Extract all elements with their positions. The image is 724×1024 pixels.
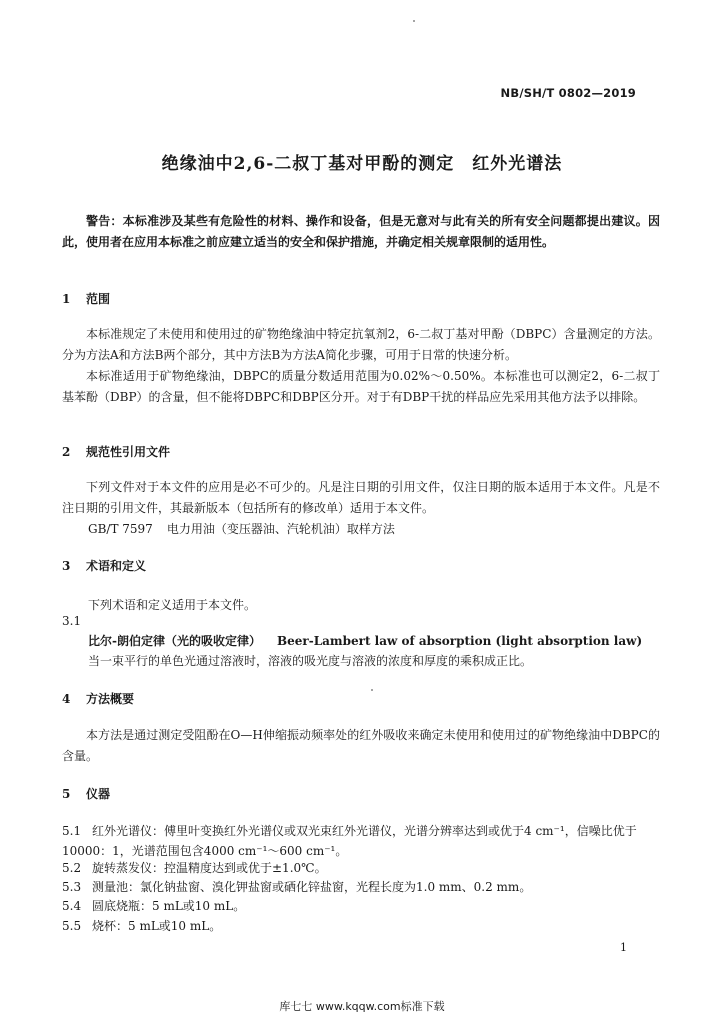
instrument-item <box>62 877 660 897</box>
page-number: 1 <box>620 941 627 954</box>
term-en: Beer-Lambert law of absorption (light absorption law) <box>276 634 643 648</box>
section-3-heading <box>62 557 146 574</box>
item-number: 5.2 <box>62 861 82 875</box>
instrument-item <box>62 916 660 936</box>
item-number: 5.1 <box>62 824 82 838</box>
section-title: 方法概要 <box>86 692 135 706</box>
section-2-paragraph: 下列文件对于本文件的应用是必不可少的。凡是注日期的引用文件，仅注日期的版本适用于本文件。凡是不注日期的引用文件，其最新版本（包括所有的修改单）适用于本文件。 <box>62 480 660 515</box>
item-text: 旋转蒸发仪：控温精度达到或优于±1.0℃。 <box>92 861 327 875</box>
item-number: 5.5 <box>62 919 82 933</box>
standard-number: NB/SH/T 0802—2019 <box>500 86 636 100</box>
item-number: 5.3 <box>62 880 82 894</box>
section-1-paragraph-1: 本标准规定了未使用和使用过的矿物绝缘油中特定抗氧剂2，6-二叔丁基对甲酚（DBPC）含量测定的方法。分为方法A和方法B两个部分，其中方法B为方法A简化步骤，可用于日常的快速分析。 <box>62 327 660 362</box>
normative-reference <box>88 520 409 537</box>
term-heading <box>88 632 642 649</box>
reference-code: GB/T 7597 <box>88 522 153 536</box>
section-title: 术语和定义 <box>86 559 147 573</box>
section-5-heading <box>62 785 110 802</box>
footer-watermark: 库七七 www.kqqw.com标准下载 <box>279 1000 445 1013</box>
section-number: 3 <box>62 559 71 573</box>
instrument-item <box>62 821 660 861</box>
item-text: 红外光谱仪：傅里叶变换红外光谱仪或双光束红外光谱仪，光谱分辨率达到或优于4 cm⁻¹，信噪比优于10000：1，光谱范围包含4000 cm⁻¹～600 cm⁻¹。 <box>62 824 637 858</box>
term-definition: 当一束平行的单色光通过溶液时，溶液的吸光度与溶液的浓度和厚度的乘积成正比。 <box>88 654 533 668</box>
scan-speck <box>371 689 373 691</box>
reference-title: 电力用油（变压器油、汽轮机油）取样方法 <box>166 522 395 536</box>
section-title: 仪器 <box>86 787 111 801</box>
section-4-paragraph: 本方法是通过测定受阻酚在O—H伸缩振动频率处的红外吸收来确定未使用和使用过的矿物绝缘油中DBPC的含量。 <box>62 728 660 763</box>
section-number: 4 <box>62 692 71 706</box>
instrument-item <box>62 896 660 916</box>
section-number: 5 <box>62 787 71 801</box>
section-2-heading <box>62 443 170 460</box>
instrument-item <box>62 858 660 878</box>
scan-speck <box>413 20 415 22</box>
section-title: 范围 <box>86 292 111 306</box>
section-title: 规范性引用文件 <box>86 445 171 459</box>
term-number: 3.1 <box>62 614 82 628</box>
section-number: 1 <box>62 292 71 306</box>
item-text: 烧杯：5 mL或10 mL。 <box>92 919 222 933</box>
warning-paragraph: 警告：本标准涉及某些有危险性的材料、操作和设备，但是无意对与此有关的所有安全问题都提出建议。因此，使用者在应用本标准之前应建立适当的安全和保护措施，并确定相关规章限制的适用性。 <box>62 214 660 249</box>
section-1-paragraph-2: 本标准适用于矿物绝缘油，DBPC的质量分数适用范围为0.02%～0.50%。本标准也可以测定2，6-二叔丁基苯酚（DBP）的含量，但不能将DBPC和DBP区分开。对于有DBP干扰的样品应先采用其他方法予以排除。 <box>62 369 660 404</box>
item-text: 圆底烧瓶：5 mL或10 mL。 <box>92 899 246 913</box>
section-1-heading <box>62 290 110 307</box>
term-cn: 比尔-朗伯定律（光的吸收定律） <box>88 634 261 648</box>
section-3-paragraph: 下列术语和定义适用于本文件。 <box>88 598 257 612</box>
item-text: 测量池：氯化钠盐窗、溴化钾盐窗或硒化锌盐窗，光程长度为1.0 mm、0.2 mm。 <box>92 880 532 894</box>
item-number: 5.4 <box>62 899 82 913</box>
document-title: 绝缘油中2,6-二叔丁基对甲酚的测定 红外光谱法 <box>161 154 563 174</box>
section-number: 2 <box>62 445 71 459</box>
section-4-heading <box>62 690 134 707</box>
